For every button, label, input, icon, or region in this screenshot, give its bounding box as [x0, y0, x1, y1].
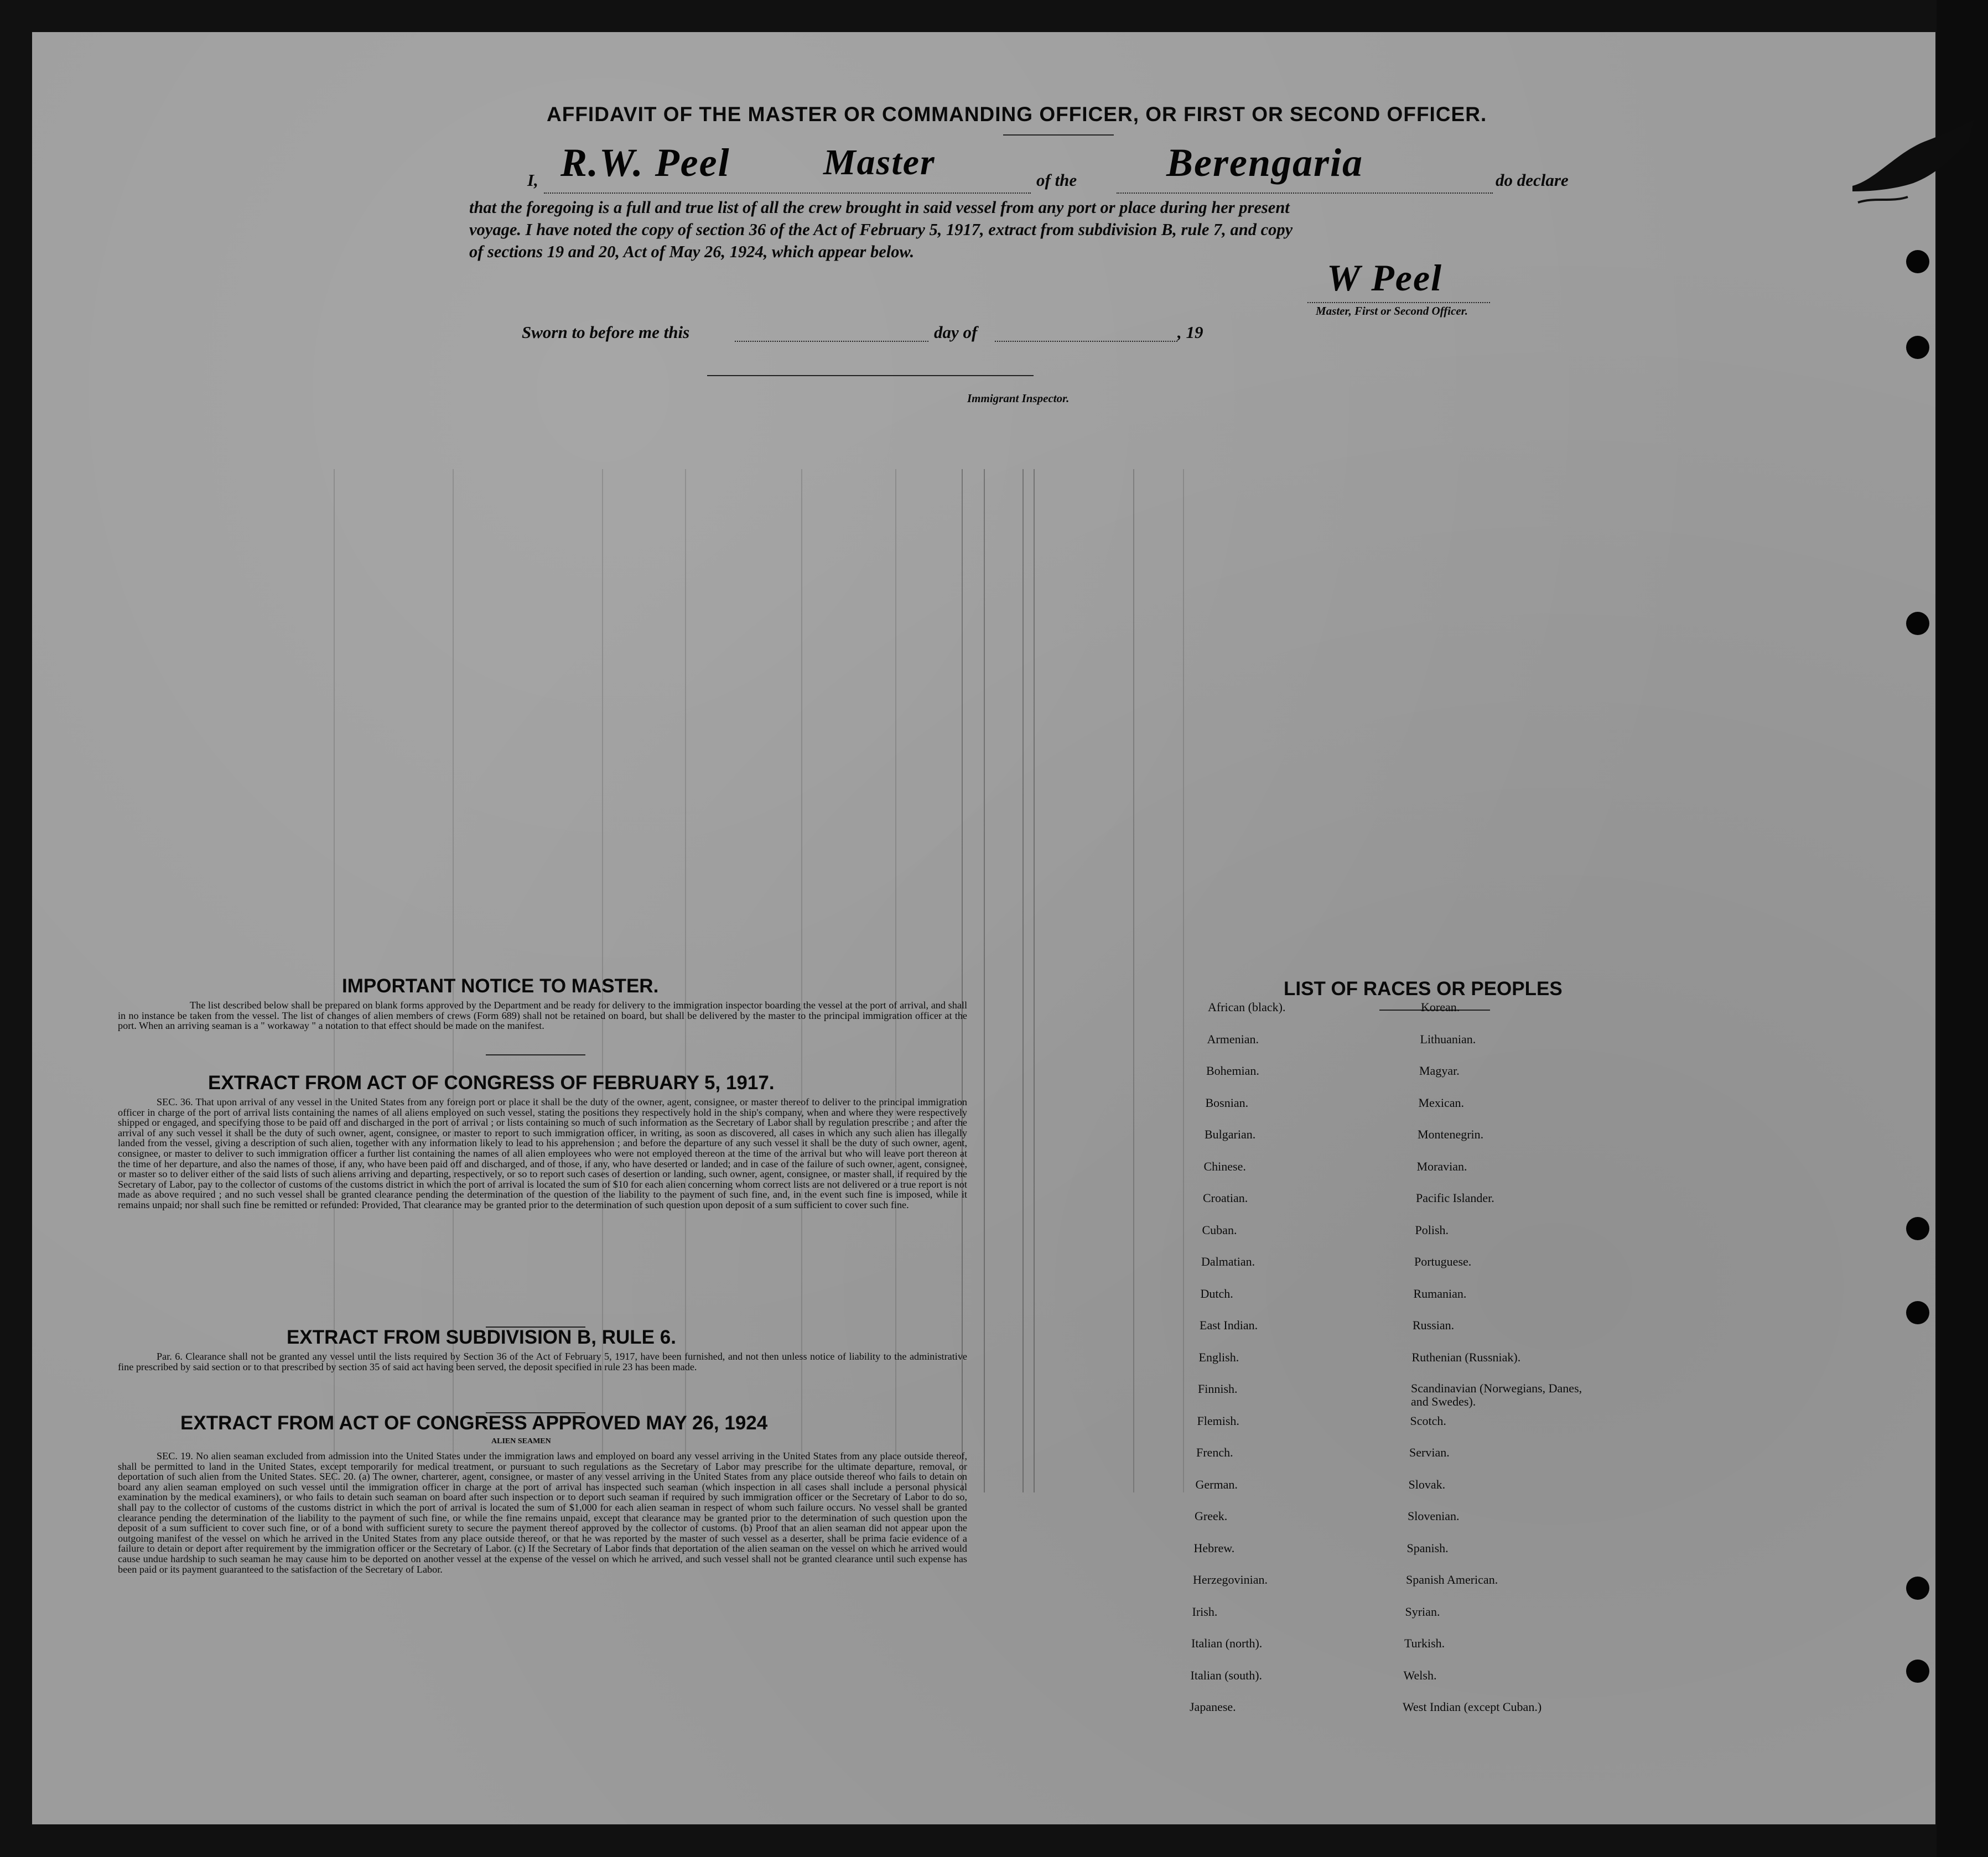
- race-item: Russian.: [1413, 1318, 1455, 1332]
- race-item: Cuban.: [1202, 1223, 1237, 1237]
- extract-1924-subtitle: ALIEN SEAMEN: [491, 1437, 551, 1445]
- race-item: Scandinavian (Norwegians, Danes, and Swedes).: [1411, 1381, 1582, 1408]
- race-item: Chinese.: [1203, 1159, 1246, 1173]
- race-item: Turkish.: [1404, 1636, 1445, 1650]
- race-item: Spanish American.: [1406, 1573, 1498, 1586]
- race-item: Magyar.: [1419, 1064, 1460, 1078]
- race-item: Syrian.: [1405, 1604, 1440, 1619]
- extract-1924-body: SEC. 19. No alien seaman excluded from admission into the United States under the immigration laws and employed on board any vessel arriving in the United States from any place outside thereof, shall be permitted to land in the United States, except temporarily for medical treatment, or pursuant to such regulations as the Secretary of Labor may prescribe for the ultimate departure, removal, or deportation of such alien from the United States. SEC. 20. (a) The owner, charterer, agent, consignee, or master of any vessel arriving in the United States from any place outside thereof who fails to detain on board any alien seaman employed on such vessel until the immigration officer in charge at the port of arrival has inspected such seaman (which inspection in all cases shall include a personal physical examination by the medical examiners), or who fails to detain such seaman on board after such inspection or to deport such seaman if required by such immigration officer or the Secretary of Labor to do so, shall pay to the collector of customs of the customs district in which the port of arrival is located the sum of $1,000 for each alien seaman in respect of whom such failure occurs. No vessel shall be granted clearance pending the determination of the liability to the payment of such fine, or while the fine remains unpaid, except that clearance may be granted prior to the determination of such question upon the deposit of a sum sufficient to cover such fine, or of a bond with sufficient surety to secure the payment thereof approved by the collector of customs. (b) Proof that an alien seaman did not appear upon the outgoing manifest of the vessel on which he arrived in the United States from any place outside thereof, or that he was reported by the master of such vessel as a deserter, shall be prima facie evidence of a failure to detain or deport after requirement by the immigration officer or the Secretary of Labor. (c) If the Secretary of Labor finds that deportation of the alien seaman on the vessel on which he arrived would cause undue hardship to such seaman he may cause him to be deported on another vessel at the expense of the vessel on which he arrived, and such vessel shall not be granted clearance until such expense has been paid or its payment guaranteed to the satisfaction of the Secretary of Labor.: [118, 1450, 967, 1575]
- title-underline: [1003, 134, 1114, 136]
- handwritten-master-name: R.W. Peel: [560, 141, 730, 185]
- day-of-label: day of: [934, 322, 978, 342]
- extract-1917-title: EXTRACT FROM ACT OF CONGRESS OF FEBRUARY 5, 1917.: [208, 1072, 775, 1094]
- punch-hole: [1906, 1577, 1929, 1600]
- race-item: Polish.: [1415, 1223, 1449, 1237]
- bleed-grid-line: [962, 469, 963, 1492]
- race-item: Servian.: [1409, 1445, 1450, 1459]
- inspector-line: [707, 375, 1034, 376]
- handwritten-vessel-name: Berengaria: [1166, 141, 1364, 185]
- race-item: Lithuanian.: [1420, 1032, 1476, 1046]
- subdivision-title: EXTRACT FROM SUBDIVISION B, RULE 6.: [287, 1327, 676, 1348]
- race-item: Dutch.: [1200, 1286, 1233, 1301]
- race-item: Italian (north).: [1191, 1636, 1263, 1650]
- name-fill-line: [544, 193, 1031, 194]
- race-item: Herzegovinian.: [1193, 1573, 1268, 1586]
- declaration-line-1: that the foregoing is a full and true list of all the crew brought in said vessel from any port or place during her present: [469, 198, 1290, 217]
- race-item: Hebrew.: [1193, 1541, 1235, 1555]
- scan-border-right: [1937, 0, 1988, 1857]
- race-item: Irish.: [1192, 1604, 1218, 1619]
- race-item: African (black).: [1208, 1000, 1286, 1014]
- races-title: LIST OF RACES OR PEOPLES: [1284, 978, 1563, 1000]
- race-item: Rumanian.: [1413, 1286, 1467, 1301]
- bleed-grid-line: [1183, 469, 1184, 1492]
- document-page: [32, 32, 1935, 1824]
- declaration-line-2: voyage. I have noted the copy of section 36 of the Act of February 5, 1917, extract from subdivision B, rule 7, and copy: [469, 220, 1293, 239]
- year-label: , 19: [1177, 322, 1203, 342]
- inspector-caption: Immigrant Inspector.: [967, 392, 1070, 405]
- signature-line: [1307, 302, 1490, 303]
- notice-body: The list described below shall be prepared on blank forms approved by the Department and be ready for delivery to the immigration inspector boarding the vessel at the port of arrival, and shall in no instance be taken from the vessel. The list of changes of alien members of crews (Form 689) shall not be retained on board, but shall be delivered by the master to the principal immigration officer at the port. When an arriving seaman is a " workaway " a notation to that effect should be made on the manifest.: [118, 1000, 967, 1032]
- punch-hole: [1906, 250, 1929, 273]
- race-item: Spanish.: [1406, 1541, 1449, 1555]
- race-item: Bosnian.: [1205, 1095, 1249, 1110]
- race-item: German.: [1195, 1477, 1238, 1491]
- race-item: French.: [1196, 1445, 1233, 1459]
- affidavit-title: AFFIDAVIT OF THE MASTER OR COMMANDING OFFICER, OR FIRST OR SECOND OFFICER.: [547, 103, 1487, 126]
- declaration-line-3: of sections 19 and 20, Act of May 26, 1924, which appear below.: [469, 242, 915, 261]
- race-item: Croatian.: [1203, 1191, 1248, 1205]
- race-item: Dalmatian.: [1201, 1255, 1255, 1268]
- race-item: Ruthenian (Russniak).: [1411, 1350, 1521, 1364]
- race-item: East Indian.: [1200, 1318, 1258, 1332]
- notice-title: IMPORTANT NOTICE TO MASTER.: [342, 975, 659, 997]
- handwritten-rank: Master: [823, 142, 936, 183]
- sworn-month-line: [995, 341, 1177, 342]
- subdivision-body: Par. 6. Clearance shall not be granted any vessel until the lists required by Section 36 of the Act of February 5, 1917, have been furnished, and not then unless notice of liability to the administrative fine prescribed by said section or to that prescribed by section 35 of said act having been served, the deposit specified in rule 23 has been made.: [118, 1351, 967, 1372]
- declaration-i: I,: [527, 170, 538, 190]
- bleed-grid-line: [801, 469, 802, 1492]
- punch-hole: [1906, 612, 1929, 635]
- notice-divider: [486, 1054, 585, 1055]
- extract-1924-title: EXTRACT FROM ACT OF CONGRESS APPROVED MAY 26, 1924: [180, 1412, 768, 1434]
- race-item: Slovenian.: [1408, 1509, 1460, 1523]
- extract-1917-body: SEC. 36. That upon arrival of any vessel in the United States from any foreign port or place it shall be the duty of the owner, agent, consignee, or master thereof to deliver to the principal immigration officer in charge of the port of arrival lists containing the names of all aliens employed on such vessel, stating the positions they respectively hold in the ship's company, when and where they were respectively shipped or engaged, and specifying those to be paid off and discharged in the port of arrival ; or lists containing so much of such information as the Secretary of Labor shall by regulation prescribe ; and after the arrival of any such vessel it shall be the duty of such owner, agent, consignee, or master to report to such immigration officer, in writing, as soon as discovered, all cases in which any such alien has illegally landed from the vessel, giving a description of such alien, together with any information likely to lead to his apprehension ; and before the departure of any such vessel it shall be the duty of such owner, agent, consignee, or master to deliver to such immigration officer a further list containing the names of all alien employees who were not employed thereon at the time of the arrival but who will leave port thereon at the time of her departure, and also the names of those, if any, who have been paid off and discharged, and of those, if any, who have deserted or landed; and in case of the failure of such owner, agent, consignee, or master so to deliver either of the said lists of such aliens arriving and departing, respectively, or so to report such cases of desertion or landing, such owner, agent, consignee, or master shall, if required by the Secretary of Labor, pay to the collector of customs of the customs district in which the port of arrival is located the sum of $10 for each alien concerning whom correct lists are not delivered or a true report is not made as above required ; and no such vessel shall be granted clearance pending the determination of the question of the liability to the payment of such fine, and, in the event such fine is imposed, while it remains unpaid; nor shall such fine be remitted or refunded: Provided, That clearance may be granted prior to the determination of such question upon deposit of a sum sufficient to cover such fine.: [118, 1096, 967, 1210]
- race-item: Portuguese.: [1414, 1255, 1472, 1268]
- race-item: Italian (south).: [1190, 1668, 1263, 1682]
- bleed-grid-line: [1133, 469, 1134, 1492]
- race-item: Bulgarian.: [1205, 1127, 1256, 1141]
- do-declare-label: do declare: [1496, 170, 1569, 190]
- bleed-grid-line: [1022, 469, 1024, 1492]
- signature-caption: Master, First or Second Officer.: [1316, 304, 1468, 318]
- race-item: Moravian.: [1416, 1159, 1467, 1173]
- punch-hole: [1906, 1217, 1929, 1240]
- race-item: Korean.: [1421, 1000, 1460, 1014]
- torn-corner-graphic: [1852, 119, 1974, 230]
- bleed-grid-line: [685, 469, 686, 1492]
- race-item: Japanese.: [1190, 1700, 1236, 1714]
- bleed-grid-line: [1034, 469, 1035, 1492]
- race-item: Welsh.: [1403, 1668, 1437, 1682]
- race-item: English.: [1198, 1350, 1239, 1364]
- punch-hole: [1906, 1301, 1929, 1324]
- race-item: Greek.: [1195, 1509, 1228, 1523]
- punch-hole: [1906, 1660, 1929, 1683]
- master-signature: W Peel: [1327, 257, 1443, 299]
- race-item: Montenegrin.: [1418, 1127, 1484, 1141]
- race-item: Slovak.: [1408, 1477, 1446, 1491]
- bleed-grid-line: [895, 469, 896, 1492]
- sworn-day-line: [735, 341, 928, 342]
- race-item: Scotch.: [1410, 1413, 1446, 1428]
- race-item: Armenian.: [1207, 1032, 1259, 1046]
- race-item: Mexican.: [1418, 1095, 1464, 1110]
- race-item: Pacific Islander.: [1416, 1191, 1494, 1205]
- sworn-label: Sworn to before me this: [522, 322, 690, 342]
- bleed-grid-line: [984, 469, 985, 1492]
- vessel-fill-line: [1117, 193, 1493, 194]
- race-item: Finnish.: [1198, 1382, 1238, 1396]
- race-item: Flemish.: [1197, 1413, 1239, 1428]
- race-item: Bohemian.: [1206, 1064, 1259, 1078]
- race-item: West Indian (except Cuban.): [1403, 1700, 1542, 1714]
- punch-hole: [1906, 336, 1929, 359]
- of-the-label: of the: [1036, 170, 1077, 190]
